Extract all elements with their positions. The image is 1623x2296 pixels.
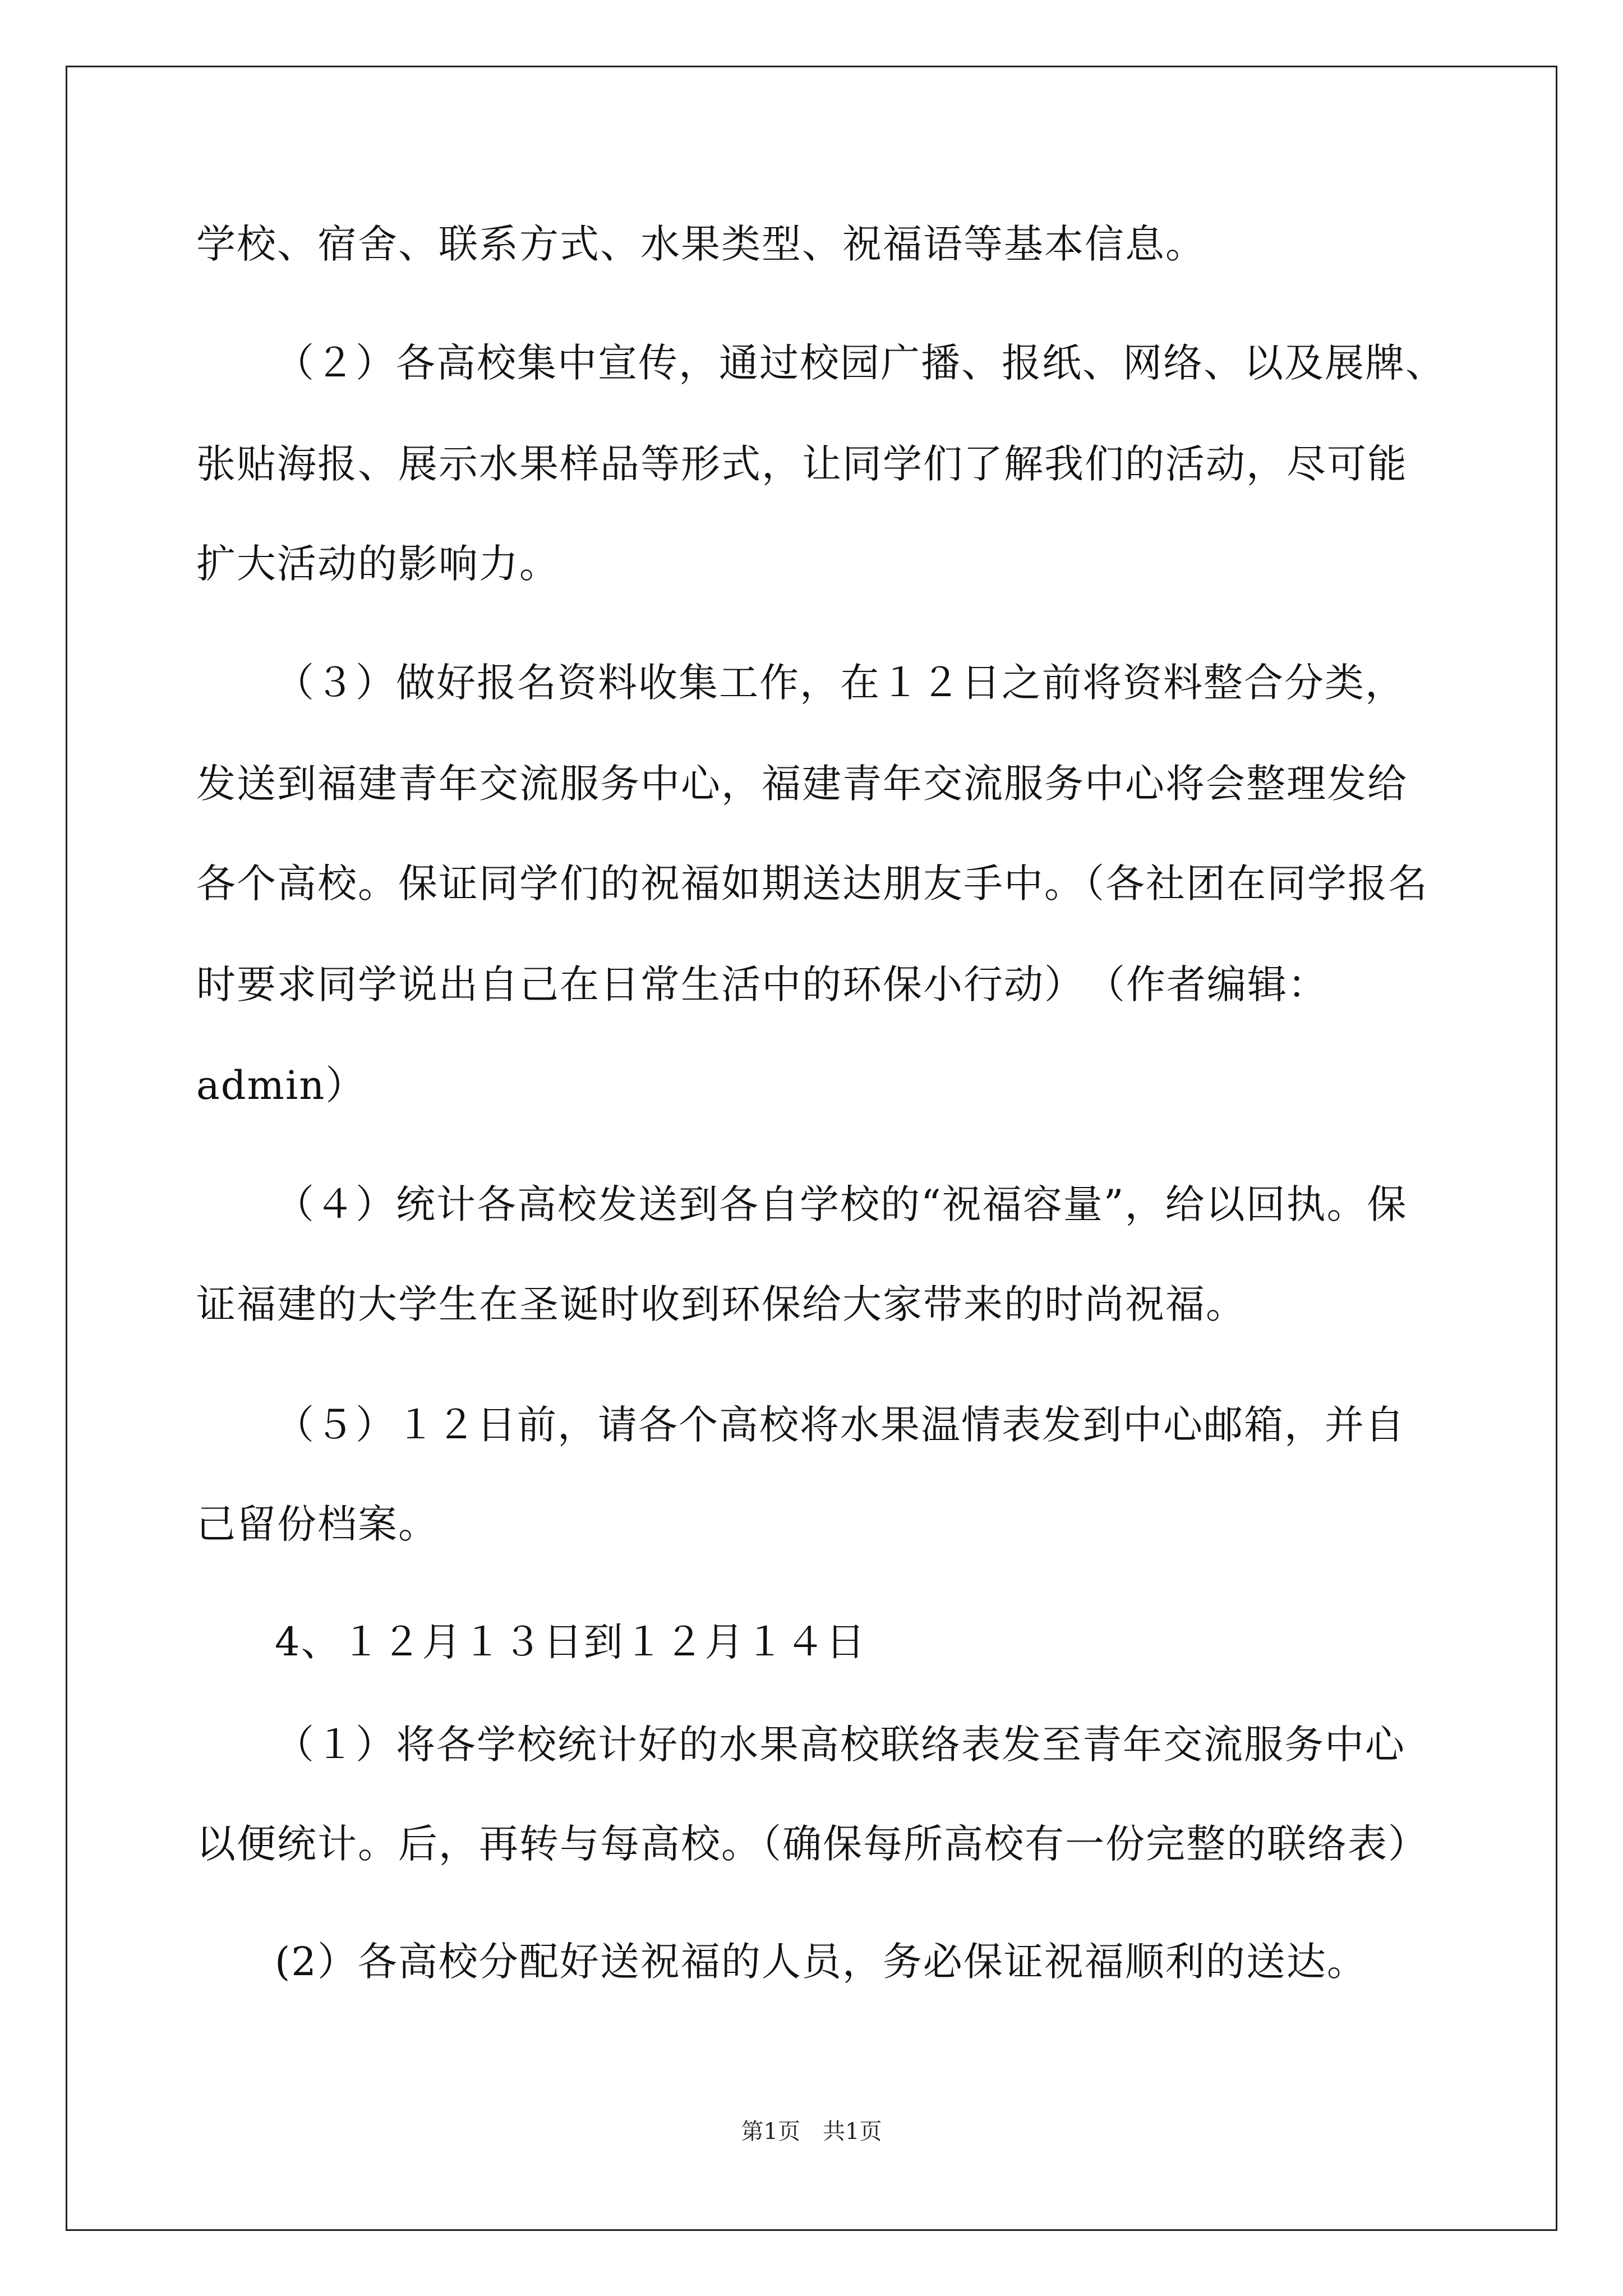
text-line: 证福建的大学生在圣诞时收到环保给大家带来的时尚祝福。	[196, 1281, 1246, 1327]
text-line: （１）将各学校统计好的水果高校联络表发至青年交流服务中心	[275, 1722, 1405, 1768]
text-line: 己留份档案。	[196, 1501, 439, 1547]
text-line: （３）做好报名资料收集工作，在１２日之前将资料整合分类，	[275, 660, 1405, 706]
text-line: 时要求同学说出自己在日常生活中的环保小行动） （作者编辑：	[196, 961, 1328, 1007]
page-number: 第1页 共1页	[741, 2119, 882, 2145]
text-line: admin）	[196, 1062, 366, 1108]
text-line: 以便统计。后，再转与每高校。（确保每所高校有一份完整的联络表）	[196, 1821, 1428, 1867]
text-line: 各个高校。保证同学们的祝福如期送达朋友手中。（各社团在同学报名	[196, 861, 1428, 907]
text-line: （５）１２日前，请各个高校将水果温情表发到中心邮箱，并自	[275, 1402, 1405, 1448]
text-line: 扩大活动的影响力。	[196, 541, 560, 587]
text-line: 发送到福建青年交流服务中心，福建青年交流服务中心将会整理发给	[196, 761, 1408, 807]
text-line: (2）各高校分配好送祝福的人员，务必保证祝福顺利的送达。	[275, 1939, 1367, 1985]
text-line: 张贴海报、展示水果样品等形式，让同学们了解我们的活动，尽可能	[196, 441, 1408, 487]
text-line: （４）统计各高校发送到各自学校的“祝福容量”，给以回执。保	[275, 1181, 1408, 1227]
text-line: 学校、宿舍、联系方式、水果类型、祝福语等基本信息。	[196, 221, 1206, 267]
text-line: （２）各高校集中宣传，通过校园广播、报纸、网络、以及展牌、	[275, 340, 1446, 386]
text-line: 4、１２月１３日到１２月１４日	[275, 1619, 866, 1665]
page-border	[66, 66, 1557, 2231]
